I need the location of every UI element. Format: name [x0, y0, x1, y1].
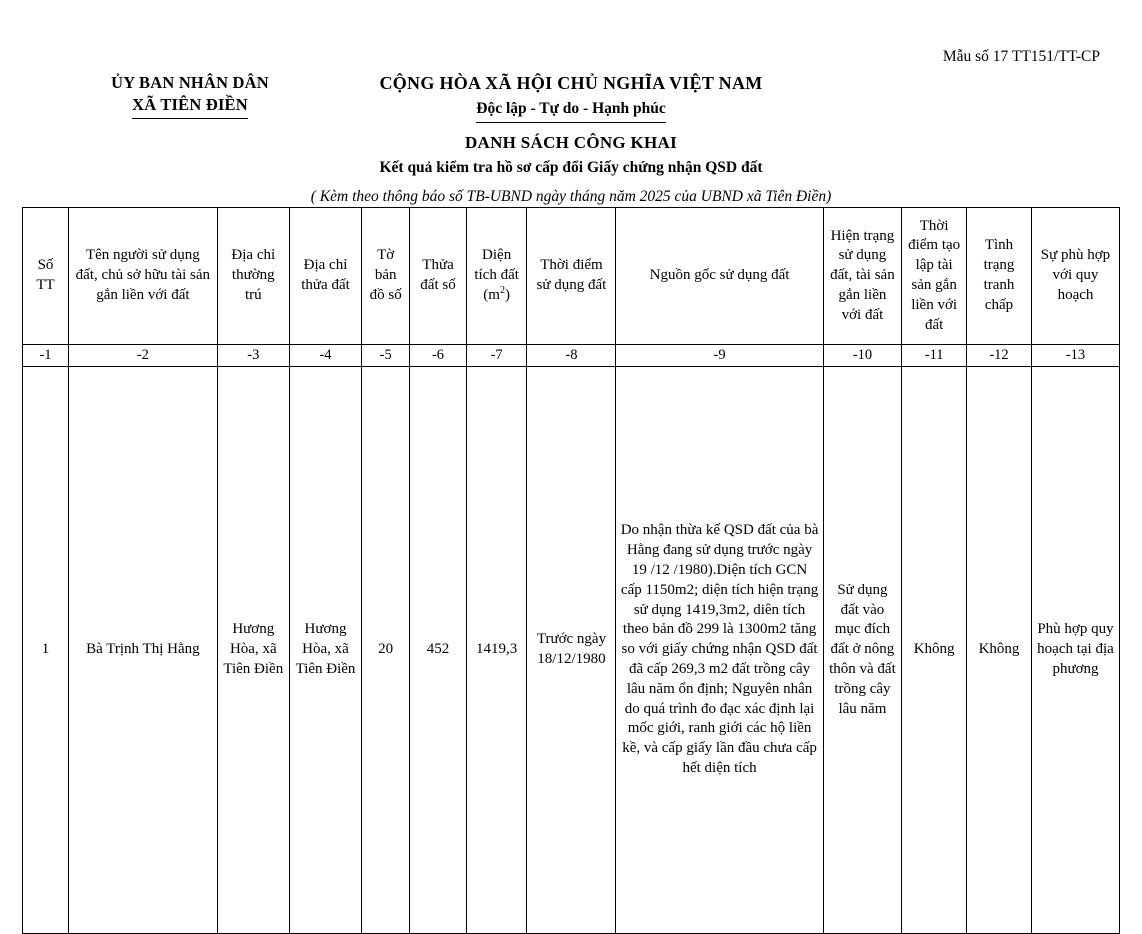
page-title: DANH SÁCH CÔNG KHAI — [464, 133, 678, 152]
column-header-parcel-no: Thửa đất số — [410, 208, 467, 345]
column-header-residence: Địa chỉ thường trú — [217, 208, 289, 345]
column-header-stt — [23, 208, 69, 345]
column-number-7: -7 — [466, 345, 527, 367]
public-list-table — [22, 207, 1120, 934]
column-header-use-time: Thời điểm sử dụng đất — [527, 208, 616, 345]
column-header-owner: Tên người sử dụng đất, chủ sở hữu tài sản gắn liền với đất — [69, 208, 218, 345]
table-header-row — [23, 208, 1120, 345]
column-number-6: -6 — [410, 345, 467, 367]
column-number-8: -8 — [527, 345, 616, 367]
cell-land-address: Hương Hòa, xã Tiên Điền — [289, 367, 361, 934]
page-note: ( Kèm theo thông báo số TB-UBND ngày tháng năm 2025 của UBND xã Tiên Điền) — [310, 187, 832, 205]
nation-motto: Độc lập - Tự do - Hạnh phúc — [476, 98, 665, 122]
org-name-line1: ỦY BAN NHÂN DÂN — [111, 73, 269, 92]
column-header-asset-time: Thời điểm tạo lập tài sản gắn liền với đất — [902, 208, 967, 345]
column-number-5: -5 — [362, 345, 410, 367]
public-list-table-wrapper — [22, 207, 1120, 934]
cell-residence: Hương Hòa, xã Tiên Điền — [217, 367, 289, 934]
national-heading — [0, 70, 1142, 123]
cell-stt: 1 — [23, 367, 69, 934]
cell-parcel-no: 452 — [410, 367, 467, 934]
table-column-number-row — [23, 345, 1120, 367]
column-number-13: -13 — [1031, 345, 1119, 367]
column-header-map-sheet: Tờ bản đồ số — [362, 208, 410, 345]
column-header-current-state: Hiện trạng sử dụng đất, tài sản gắn liền với đất — [823, 208, 902, 345]
table-header — [23, 208, 1120, 367]
cell-asset-time: Không — [902, 367, 967, 934]
nation-motto-wrap — [0, 96, 1142, 122]
cell-owner: Bà Trịnh Thị Hằng — [69, 367, 218, 934]
column-number-4: -4 — [289, 345, 361, 367]
cell-area: 1419,3 — [466, 367, 527, 934]
column-number-2: -2 — [69, 345, 218, 367]
table-row — [23, 367, 1120, 934]
cell-dispute: Không — [967, 367, 1032, 934]
cell-current-state: Sử dụng đất vào mục đích đất ở nông thôn và đất trồng cây lâu năm — [823, 367, 902, 934]
column-number-9: -9 — [616, 345, 823, 367]
cell-origin: Do nhận thừa kế QSD đất của bà Hằng đang sử dụng trước ngày 19 /12 /1980).Diện tích GCN cấp 1150m2; diện tích hiện trạng sử dụng 1419,3m2, diên tích theo bản đồ 299 là 1300m2 tăng so với giấy chứng nhận QSD đất đã cấp 269,3 m2 đất trồng cây lâu năm ổn định; Nguyên nhân do quá trình đo đạc xác định lại mốc giới, ranh giới các hộ liền kề, và cấp giấy lần đầu chưa cấp hết diện tích — [616, 367, 823, 934]
table-body — [23, 367, 1120, 934]
column-number-12: -12 — [967, 345, 1032, 367]
column-number-11: -11 — [902, 345, 967, 367]
cell-map-sheet: 20 — [362, 367, 410, 934]
org-name-line2: XÃ TIÊN ĐIỀN — [132, 94, 248, 118]
column-header-land-address: Địa chỉ thửa đất — [289, 208, 361, 345]
column-header-stt-line2: TT — [36, 277, 55, 293]
nation-name: CỘNG HÒA XÃ HỘI CHỦ NGHĨA VIỆT NAM — [379, 73, 763, 93]
column-header-dispute: Tình trạng tranh chấp — [967, 208, 1032, 345]
column-number-3: -3 — [217, 345, 289, 367]
form-code: Mẫu số 17 TT151/TT-CP — [942, 48, 1100, 65]
cell-use-time: Trước ngày 18/12/1980 — [527, 367, 616, 934]
column-header-origin: Nguồn gốc sử dụng đất — [616, 208, 823, 345]
cell-planning: Phù hợp quy hoạch tại địa phương — [1031, 367, 1119, 934]
document-title-block — [0, 130, 1142, 208]
page-subtitle: Kết quả kiểm tra hồ sơ cấp đổi Giấy chứng nhận QSD đất — [379, 158, 763, 176]
column-header-planning: Sự phù hợp với quy hoạch — [1031, 208, 1119, 345]
column-number-1: -1 — [23, 345, 69, 367]
column-header-stt-line1: Số — [37, 257, 54, 274]
column-header-area: Diện tích đất $(m^2)$ — [466, 208, 527, 345]
column-number-10: -10 — [823, 345, 902, 367]
